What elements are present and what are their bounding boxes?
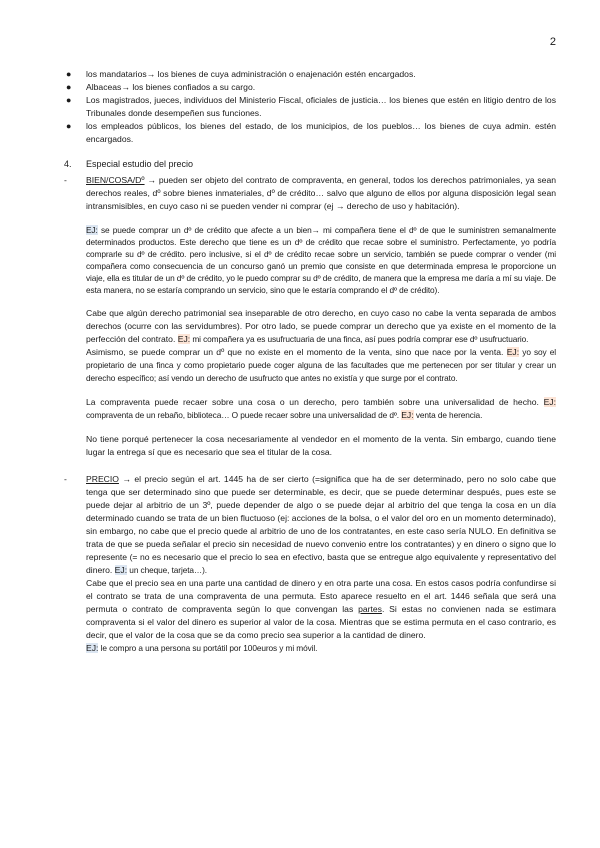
list-item-precio	[64, 473, 556, 655]
bullet-icon: ●	[66, 69, 72, 79]
ej-label: EJ:	[177, 334, 191, 344]
dash-marker: -	[64, 474, 67, 484]
bullet-icon: ●	[66, 82, 72, 92]
page-number: 2	[549, 36, 556, 48]
bien-paragraph-2: Cabe que algún derecho patrimonial sea inseparable de otro derecho, en cuyo caso no cabe la venta separada de ambos derechos (ocurre con las servidumbres). Por otro lado, se puede comprar un derecho que ya existe en el momento de la perfección del contrato. EJ: mi compañera ya es usufructuaria de una finca, así pues podría comprar ese dº usufructuario.	[86, 308, 556, 344]
bullet-item	[64, 81, 556, 94]
section-title: Especial estudio del precio	[86, 159, 194, 169]
document-body	[64, 68, 556, 655]
bien-term: BIEN/COSA/Dº	[86, 175, 145, 185]
bullet-text: los empleados públicos, los bienes del estado, de los municipios, de los pueblos… los bienes de cuya admin. estén encargados.	[86, 121, 556, 144]
bullet-text: los mandatarios→ los bienes de cuya administración o enajenación estén encargados.	[86, 69, 416, 79]
ej-label: EJ:	[86, 225, 98, 235]
bullet-text: Albaceas→ los bienes confiados a su cargo.	[86, 82, 256, 92]
bullet-item	[64, 120, 556, 146]
ej-label: EJ:	[114, 565, 128, 575]
bullet-text: Los magistrados, jueces, individuos del Ministerio Fiscal, oficiales de justicia… los bienes que estén en litigio dentro de los Tribunales donde desempeñen sus funciones.	[86, 95, 556, 118]
bien-paragraph-4: La compraventa puede recaer sobre una cosa o un derecho, pero también sobre una universalidad de hecho. EJ: compraventa de un rebaño, biblioteca… O puede recaer sobre una universalidad de dº. EJ: venta de herencia.	[86, 397, 556, 420]
bien-paragraph-3: Asimismo, se puede comprar un dº que no existe en el momento de la venta, sino que nace por la venta. EJ: yo soy el propietario de una finca y como propietario puede coger alguna de las facultades que me pertenecen por ser titular y crear un derecho específico; así vendo un derecho de usufructo que antes no existía y que surge por el contrato.	[86, 347, 556, 383]
precio-example: EJ: le compro a una persona su portátil por 100euros y mi móvil.	[86, 643, 318, 653]
bullet-icon: ●	[66, 95, 72, 105]
section-number: 4.	[64, 159, 72, 169]
bullet-item	[64, 94, 556, 120]
section-heading	[64, 158, 556, 171]
precio-term: PRECIO	[86, 474, 119, 484]
ej-label: EJ:	[86, 643, 99, 653]
bullet-icon: ●	[66, 121, 72, 131]
dash-marker: -	[64, 175, 67, 185]
list-item-bien	[64, 174, 556, 459]
precio-paragraph-2: Cabe que el precio sea en una parte una cantidad de dinero y en otra parte una cosa. En estos casos podría confundirse si el contrato se trata de una compraventa de una permuta. Esto aparece resuelto en el art. 1446 señala que será una permuta o contrato de compraventa según lo que convengan las partes. Si estas no convienen nada se estimara compraventa si el valor del dinero es superior al valor de la cosa. Mientras que se estima permuta en el caso contrario, es decir, que el valor de la cosa que se da como precio sea superior a la cantidad de dinero.	[86, 578, 556, 640]
bien-paragraph: BIEN/COSA/Dº → pueden ser objeto del contrato de compraventa, en general, todos los derechos patrimoniales, ya sean derechos reales, dº sobre bienes inmateriales, dº de crédito… salvo que alguno de ellos por alguna disposición legal sean intransmisibles, en cuyo caso ni se pueden vender ni comprar (ej → derecho de uso y habitación).	[86, 175, 556, 211]
bullet-item	[64, 68, 556, 81]
bien-paragraph-5: No tiene porqué pertenecer la cosa necesariamente al vendedor en el momento de la venta. Sin embargo, cuando tiene lugar la entrega sí que es necesario que sea el titular de la cosa.	[86, 434, 556, 457]
bien-example: EJ: se puede comprar un dº de crédito que afecte a un bien→ mi compañera tiene el dº de que le suministren semanalmente determinados productos. Este derecho que tiene es un dº de crédito que recae sobre el suministro. Perfectamente, yo podría comprarle su dº de crédito. pero inclusive, si el dº de crédito recae sobre un servicio, también se puede comprar o vender (mi compañera como consecuencia de un concurso ganó un premio que consiste en que determinada empresa le proporcione un viaje, ella es titular de un dº de crédito, yo le puedo comprar su dº de crédito, de manera que la empresa me daría a mí su viaje. De esta manera, no se estaría comprando un servicio, sino que le estaría comprando el dº de crédito).	[86, 225, 556, 295]
ej-label: EJ:	[543, 397, 556, 407]
ej-label: EJ:	[401, 410, 414, 420]
ej-label: EJ:	[506, 347, 520, 357]
precio-paragraph: PRECIO → el precio según el art. 1445 ha de ser cierto (=significa que ha de ser determinado, pero no solo cabe que tenga que ser determinado sino que puede ser determinable, es decir, que se puede determinar después, pues este se puede dejar al arbitrio de un 3º, puede depender de algo o se puede dejar al arbitrio del que tenga la cosa en un día determinado cuando se trata de un bien fluctuoso (ej: acciones de la bolsa, o el valor del oro en un momento determinado), sin embargo, no cabe que el precio quede al arbitrio de uno de los contratantes, en este caso sería NULO. En definitiva se trata de que se pueda señalar el precio sin necesidad de nuevo convenio entre los contratantes) y en dinero o signo que lo represente (= no es necesario que el precio lo sea en efectivo, basta que se entregue algo equivalente y representativo del dinero. EJ: un cheque, tarjeta…).	[86, 474, 556, 575]
